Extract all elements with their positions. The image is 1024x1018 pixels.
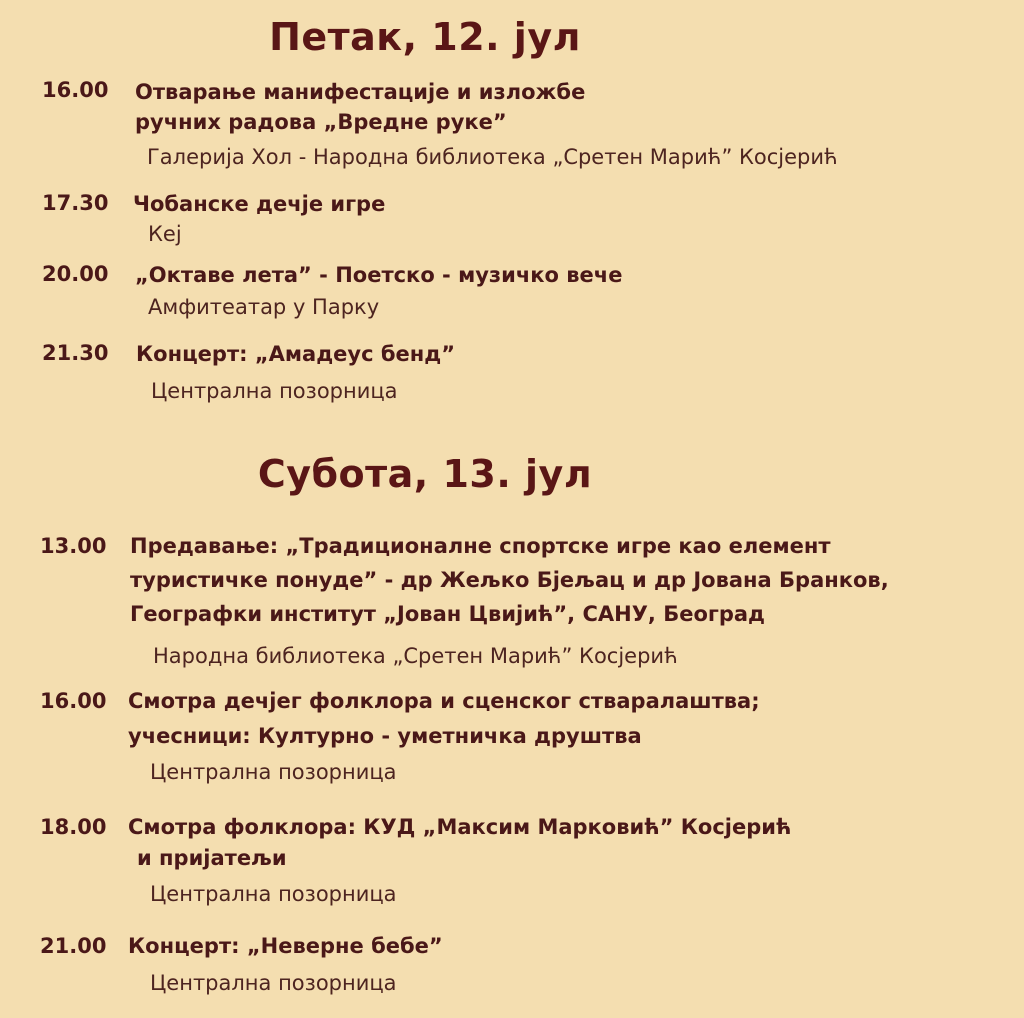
- event-venue: Народна библиотека „Сретен Марић” Косјерић: [153, 644, 678, 668]
- event-title: Смотра дечјег фолклора и сценског стваралаштва;: [128, 689, 760, 713]
- event-time: 16.00: [40, 689, 107, 713]
- event-title: Смотра фолклора: КУД „Максим Марковић” Косјерић: [128, 815, 792, 839]
- event-venue: Амфитеатар у Парку: [148, 295, 380, 319]
- day-title-saturday: Субота, 13. јул: [257, 452, 593, 496]
- event-time: 13.00: [40, 534, 107, 558]
- event-time: 21.00: [40, 934, 107, 958]
- event-venue: Централна позорница: [150, 882, 397, 906]
- event-title: Отварање манифестације и изложбе: [135, 80, 586, 104]
- event-venue: Галерија Хол - Народна библиотека „Сретен Марић” Косјерић: [147, 145, 838, 169]
- event-venue: Централна позорница: [150, 760, 397, 784]
- event-title: Предавање: „Традиционалне спортске игре као елемент: [130, 534, 831, 558]
- event-title: Чобанске дечје игре: [133, 192, 386, 216]
- event-title: ручних радова „Вредне руке”: [135, 110, 507, 134]
- event-venue: Централна позорница: [151, 379, 398, 403]
- event-time: 17.30: [42, 191, 109, 215]
- event-time: 18.00: [40, 815, 107, 839]
- day-title-friday: Петак, 12. јул: [269, 15, 581, 59]
- event-title: туристичке понуде” - др Жељко Бјељац и др Јована Бранков,: [130, 568, 889, 592]
- event-title: Географки институт „Јован Цвијић”, САНУ, Београд: [130, 602, 766, 626]
- event-time: 21.30: [42, 341, 109, 365]
- event-time: 20.00: [42, 262, 109, 286]
- event-title: и пријатељи: [137, 846, 287, 870]
- event-venue: Централна позорница: [150, 971, 397, 995]
- event-title: Концерт: „Неверне бебе”: [128, 934, 443, 958]
- event-time: 16.00: [42, 78, 109, 102]
- event-venue: Кеј: [148, 222, 182, 246]
- event-title: учесници: Културно - уметничка друштва: [128, 724, 642, 748]
- event-title: „Октаве лета” - Поетско - музичко вече: [135, 263, 623, 287]
- event-title: Концерт: „Амадеус бенд”: [136, 342, 456, 366]
